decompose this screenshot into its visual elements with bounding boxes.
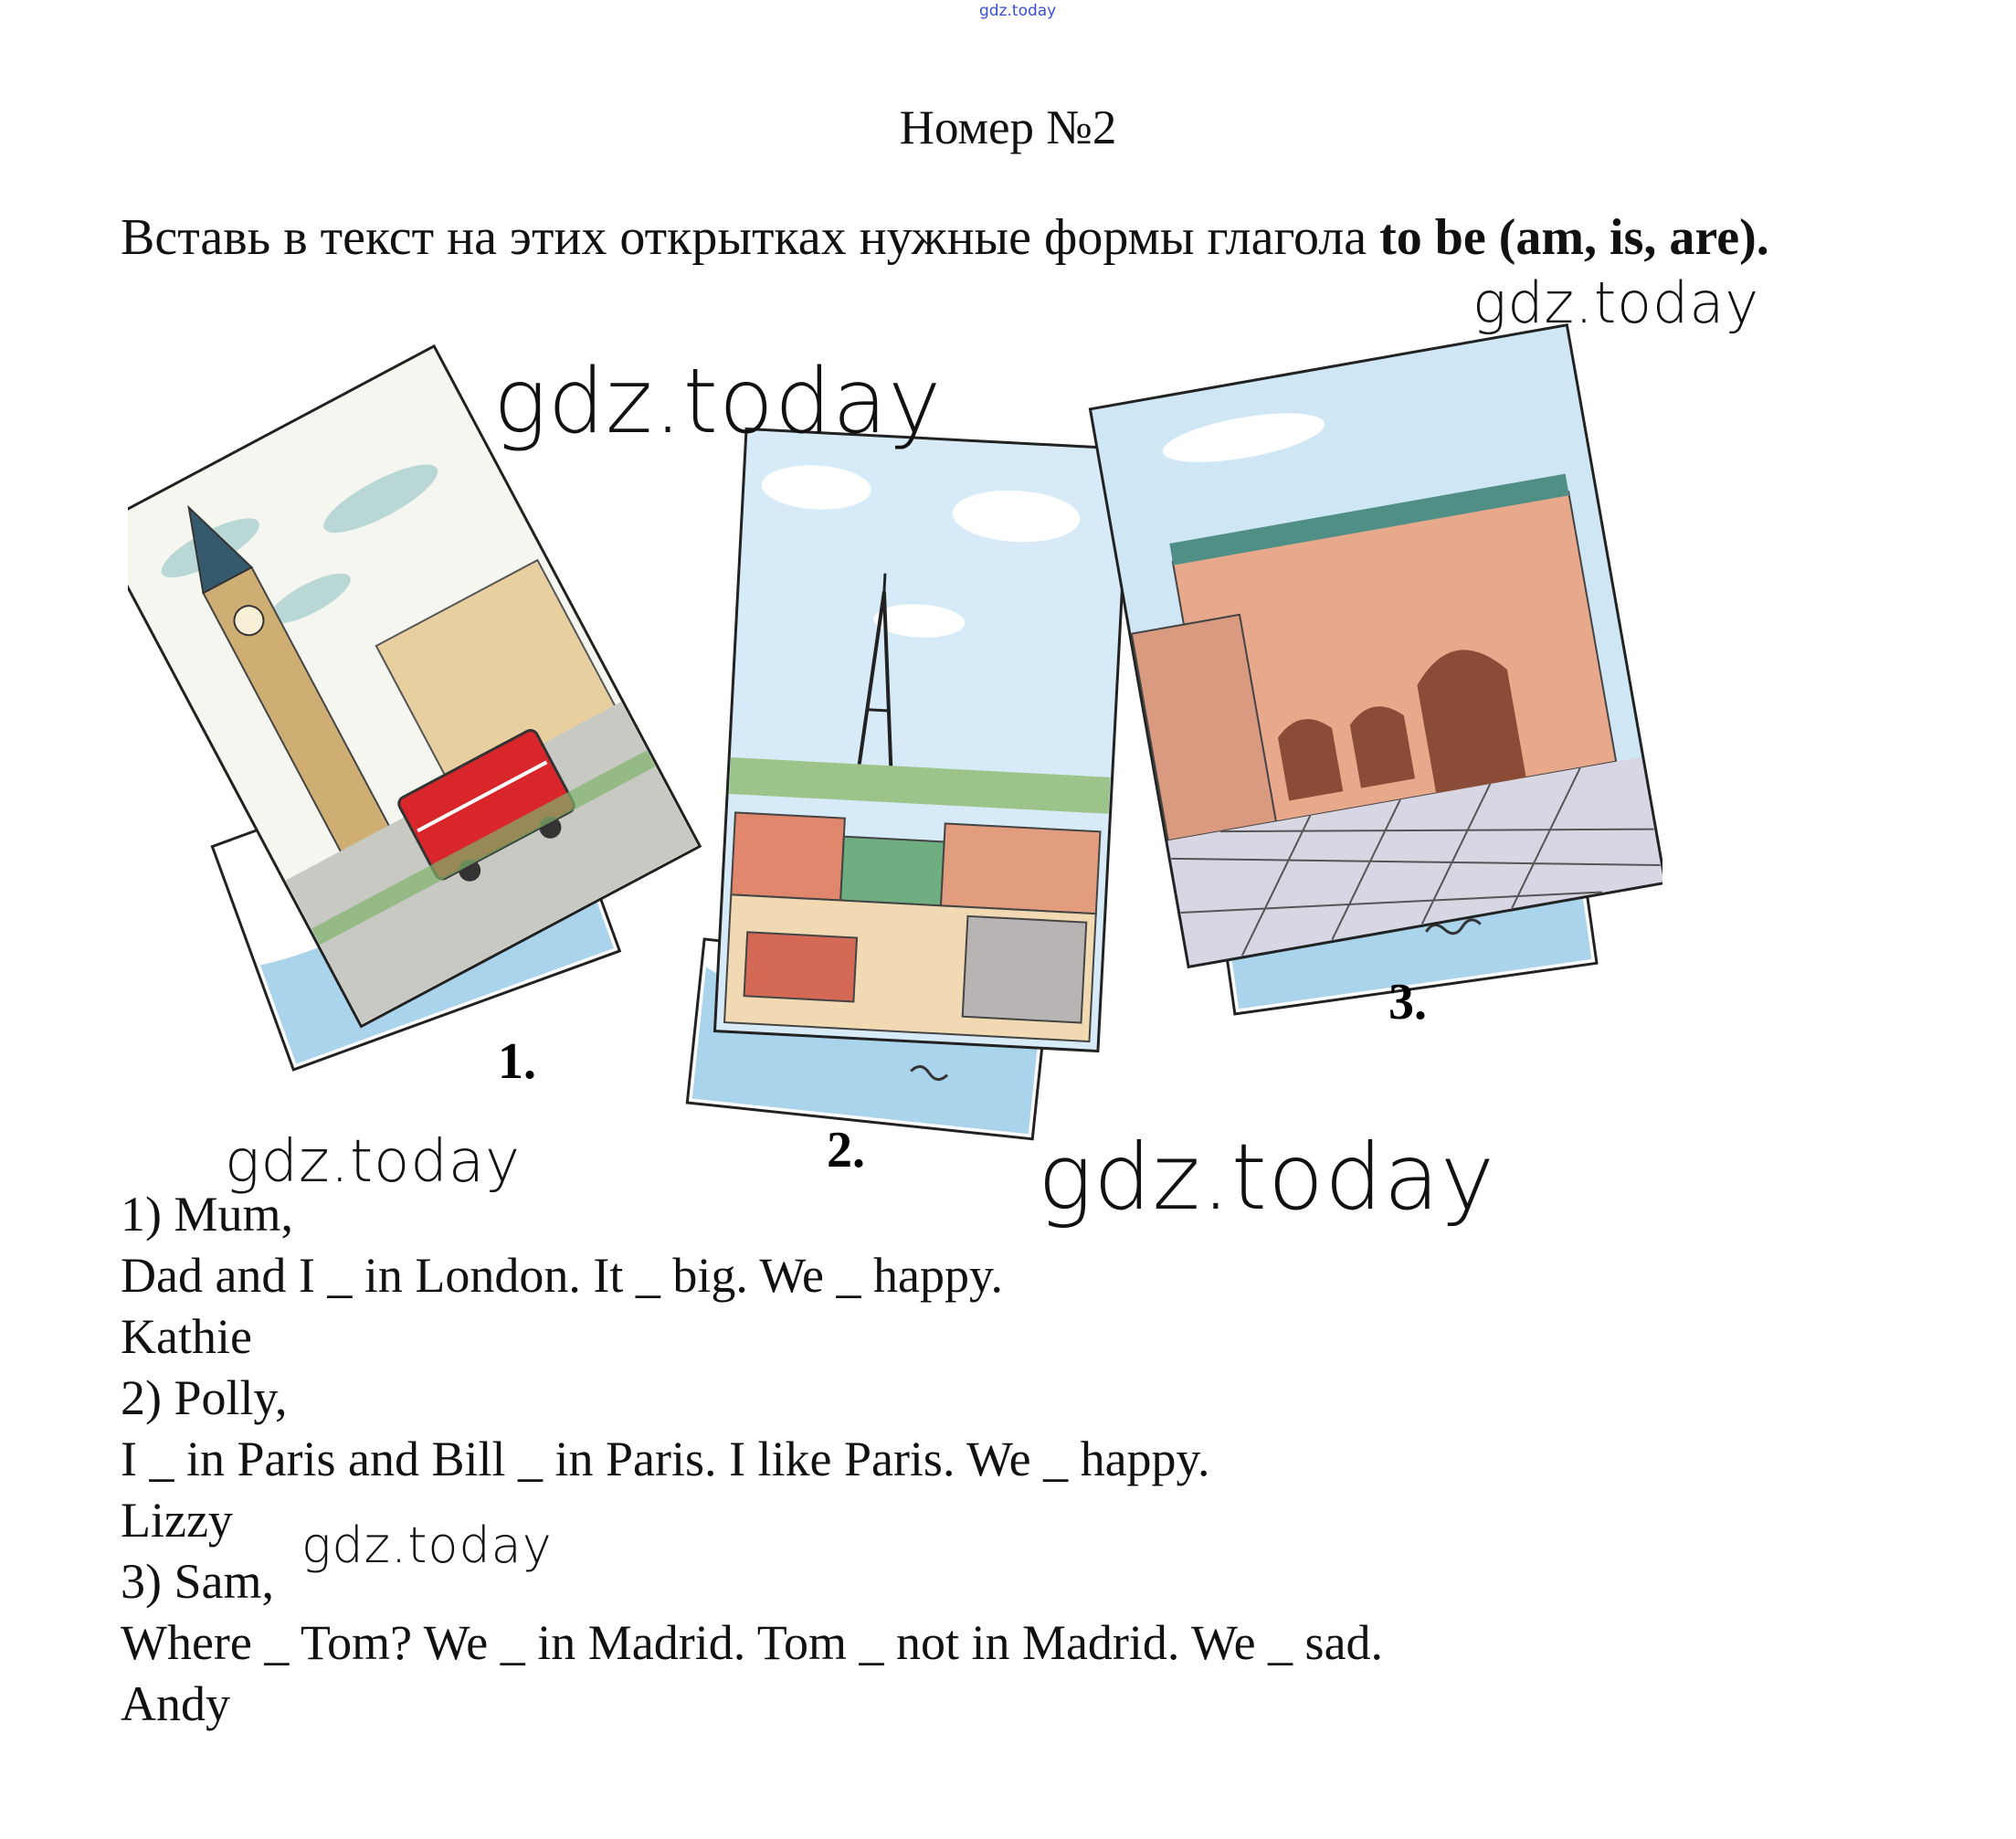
postcard-3 bbox=[1090, 325, 1662, 967]
text-line: Lizzy bbox=[121, 1493, 233, 1548]
instruction bbox=[121, 208, 1769, 267]
text-line: Where _ Tom? We _ in Madrid. Tom _ not in Madrid. We _ sad. bbox=[121, 1615, 1384, 1670]
text-line: 1) Mum, bbox=[121, 1187, 293, 1242]
postcard-2-number: 2. bbox=[827, 1122, 865, 1169]
watermark-top: gdz.today bbox=[979, 2, 1057, 20]
text-line: Kathie bbox=[121, 1309, 252, 1364]
instruction-bold: to be (am, is, are). bbox=[1379, 209, 1769, 266]
watermark: gdz.today bbox=[225, 1128, 521, 1196]
postcard-3-number: 3. bbox=[1388, 974, 1427, 1030]
text-line: 2) Polly, bbox=[121, 1370, 288, 1425]
text-line: 3) Sam, bbox=[121, 1554, 274, 1609]
text-line: Andy bbox=[121, 1676, 230, 1731]
postcard-2 bbox=[714, 428, 1129, 1051]
instruction-text: Вставь в текст на этих открытках нужные формы глагола bbox=[121, 209, 1380, 266]
text-line: I _ in Paris and Bill _ in Paris. I like Paris. We _ happy. bbox=[121, 1432, 1210, 1486]
watermark: gdz.today bbox=[493, 350, 943, 454]
watermark: gdz.today bbox=[1038, 1124, 1496, 1231]
watermark: gdz.today bbox=[301, 1517, 553, 1574]
text-line: Dad and I _ in London. It _ big. We _ happy. bbox=[121, 1248, 1003, 1303]
postcard-1-number: 1. bbox=[498, 1033, 536, 1090]
page-title: Номер №2 bbox=[899, 101, 1117, 154]
exercise-text bbox=[121, 1184, 1383, 1735]
watermark: gdz.today bbox=[1472, 270, 1760, 336]
